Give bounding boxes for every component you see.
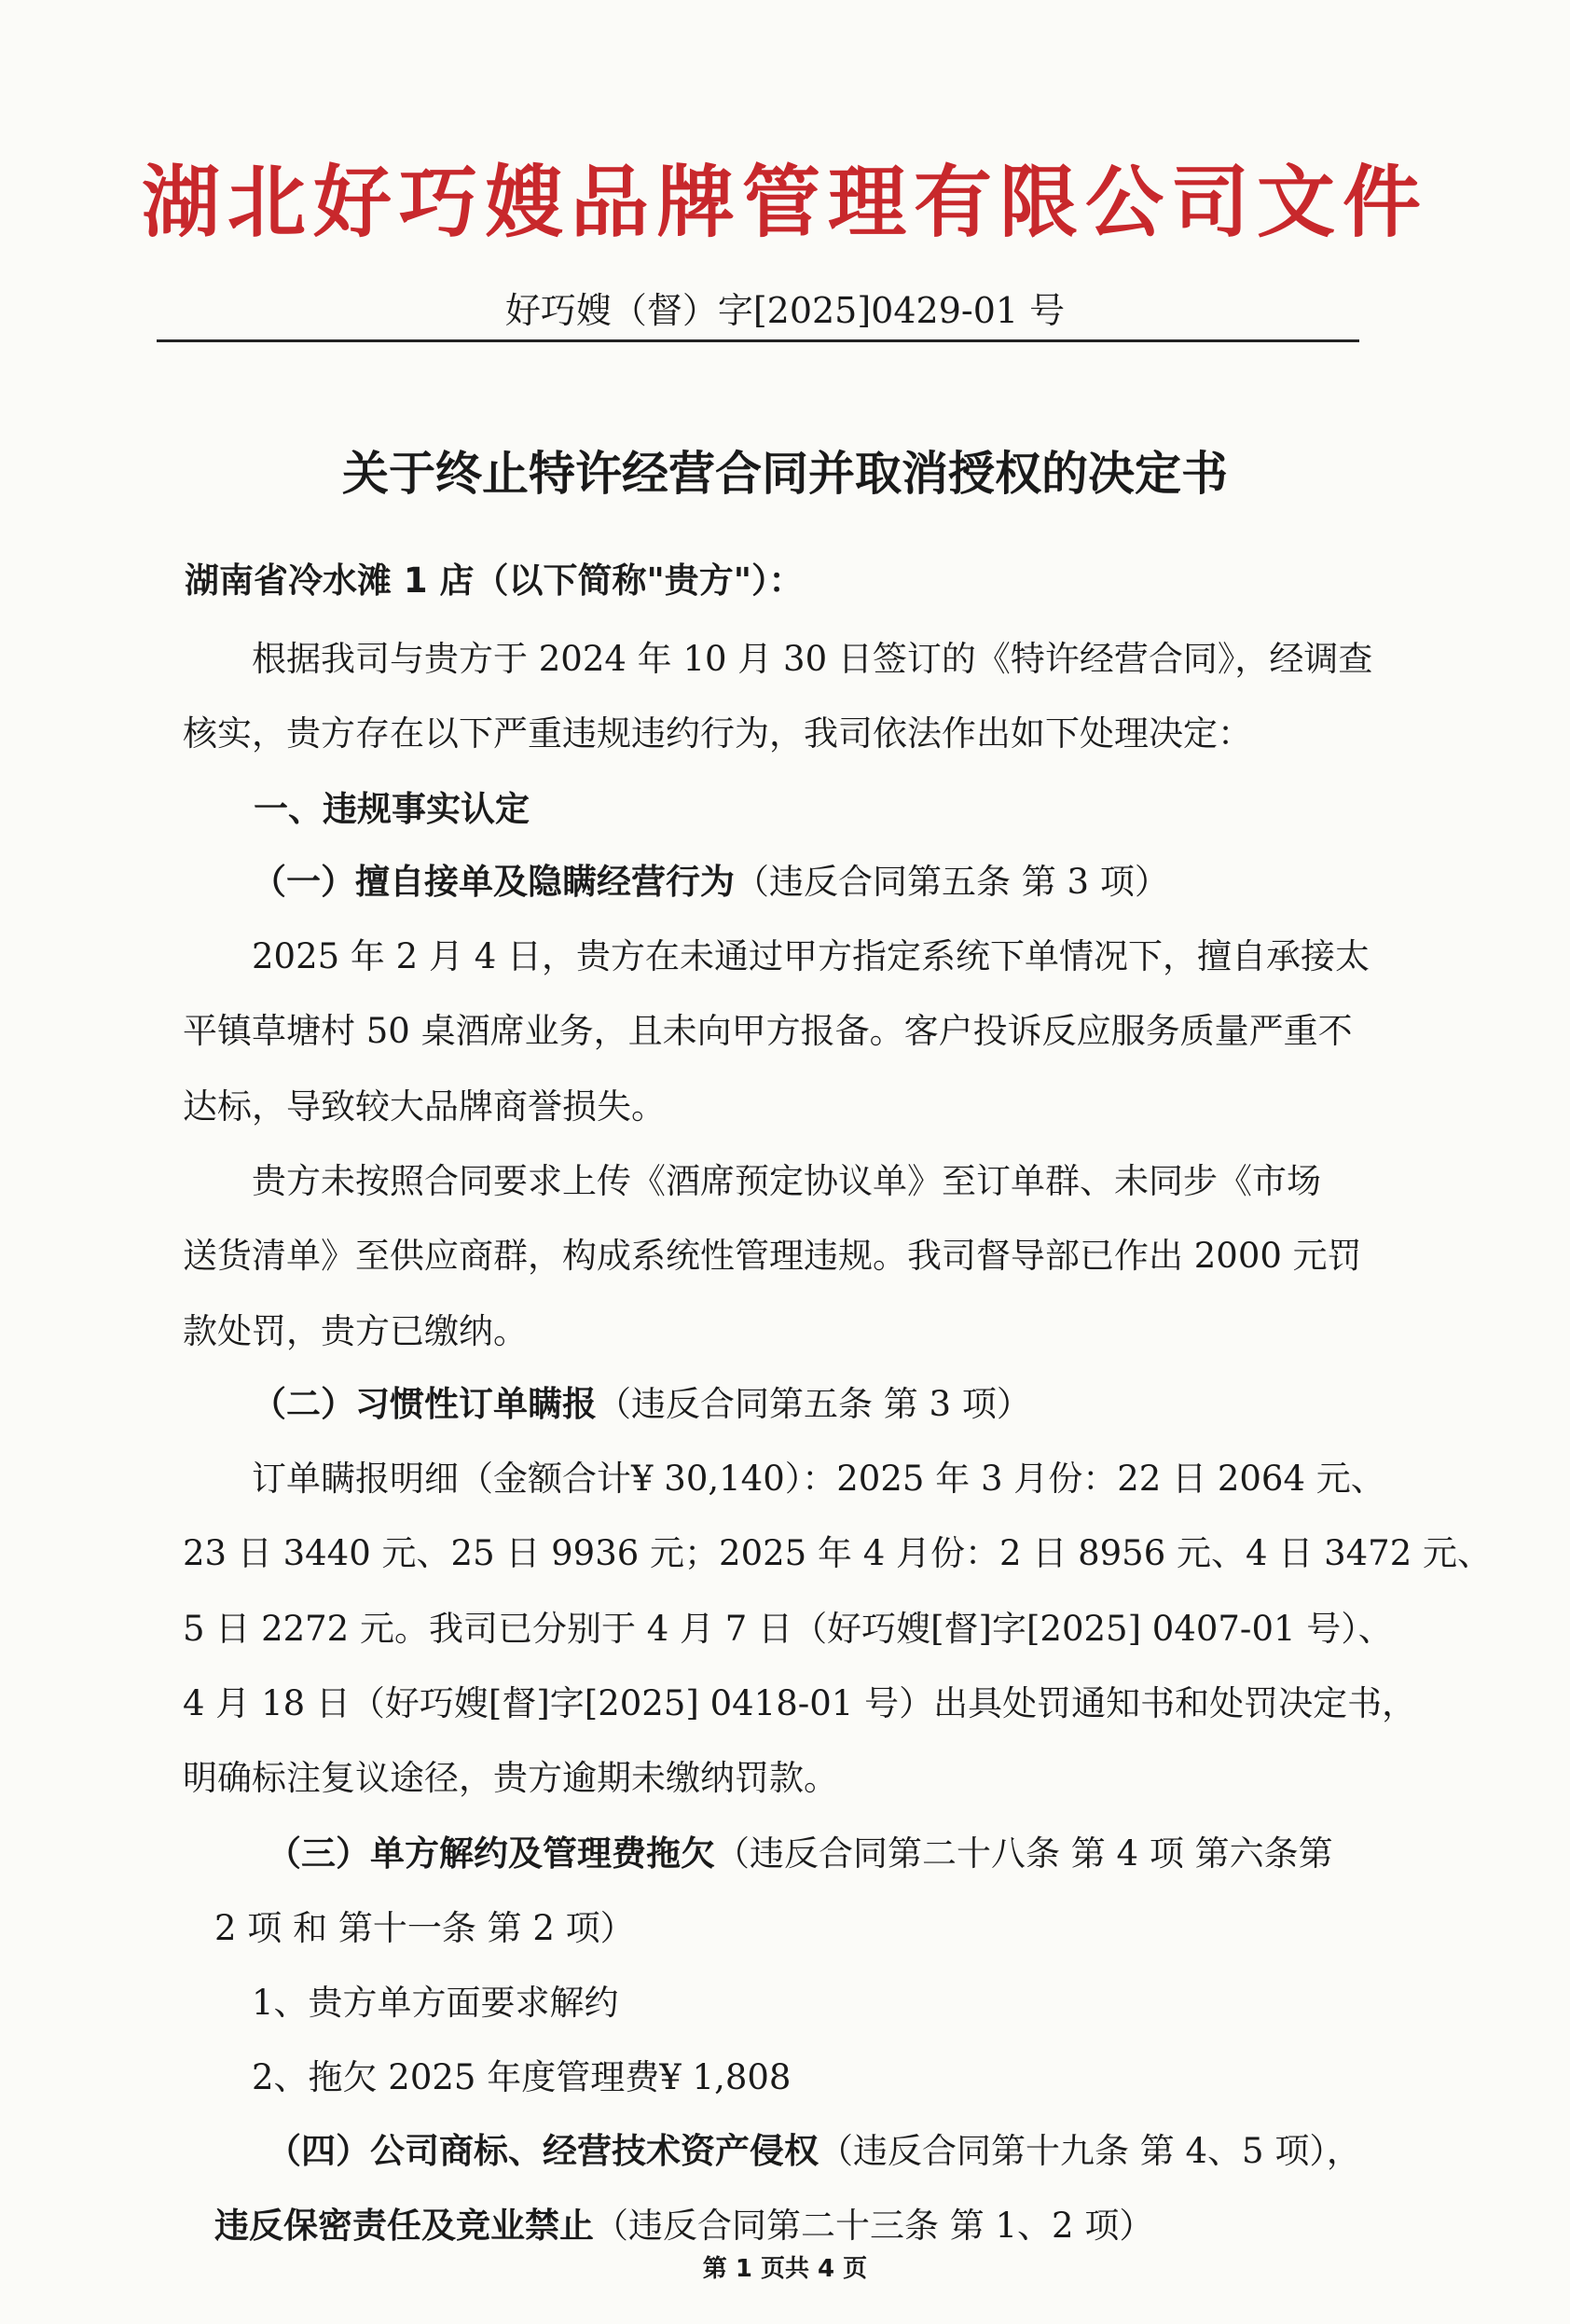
body-line bbox=[214, 2197, 1153, 2248]
text-run: 明确标注复议途径，贵方逾期未缴纳罚款。 bbox=[183, 1758, 838, 1798]
body-line bbox=[252, 1153, 1321, 1203]
text-run: 2025 年 2 月 4 日，贵方在未通过甲方指定系统下单情况下，擅自承接太 bbox=[252, 936, 1370, 976]
text-run: 贵方未按照合同要求上传《酒席预定协议单》至订单群、未同步《市场 bbox=[252, 1161, 1321, 1201]
text-run: 4 月 18 日（好巧嫂[督]字[2025] 0418-01 号）出具处罚通知书和处罚决定书， bbox=[183, 1683, 1417, 1723]
text-run: 根据我司与贵方于 2024 年 10 月 30 日签订的《特许经营合同》，经调查 bbox=[252, 639, 1373, 679]
body-line bbox=[183, 1675, 1416, 1725]
body-line bbox=[183, 1003, 1353, 1053]
text-run: 达标，导致较大品牌商誉损失。 bbox=[183, 1086, 666, 1127]
text-run: 2、拖欠 2025 年度管理费¥ 1,808 bbox=[252, 2057, 792, 2097]
text-run: 送货清单》至供应商群，构成系统性管理违规。我司督导部已作出 2000 元罚 bbox=[183, 1236, 1362, 1276]
bold-run: 一、违规事实认定 bbox=[254, 789, 530, 829]
text-run: 款处罚，贵方已缴纳。 bbox=[183, 1311, 528, 1351]
text-run: 5 日 2272 元。我司已分别于 4 月 7 日（好巧嫂[督]字[2025] 0407-01 号）、 bbox=[183, 1609, 1393, 1649]
text-run: （违反合同第五条 第 3 项） bbox=[597, 1384, 1031, 1424]
text-run: （违反合同第五条 第 3 项） bbox=[735, 862, 1169, 902]
bold-run: 违反保密责任及竞业禁止 bbox=[214, 2206, 594, 2246]
text-run: （违反合同第二十八条 第 4 项 第六条第 bbox=[715, 1833, 1333, 1874]
body-line bbox=[252, 1376, 1031, 1426]
bold-run: （四）公司商标、经营技术资产侵权 bbox=[267, 2131, 819, 2171]
text-run: 核实，贵方存在以下严重违规违约行为，我司依法作出如下处理决定： bbox=[183, 713, 1252, 754]
body-line bbox=[254, 781, 530, 831]
body-line bbox=[183, 1525, 1492, 1575]
body-line bbox=[267, 1825, 1333, 1875]
body-line bbox=[252, 853, 1169, 904]
body-line bbox=[267, 2123, 1361, 2173]
text-run: 平镇草塘村 50 桌酒席业务，且未向甲方报备。客户投诉反应服务质量严重不 bbox=[183, 1011, 1353, 1051]
text-run: 订单瞒报明细（金额合计¥ 30,140）：2025 年 3 月份：22 日 2064 元、 bbox=[252, 1459, 1385, 1499]
bold-run: （一）擅自接单及隐瞒经营行为 bbox=[252, 862, 735, 902]
bold-run: （二）习惯性订单瞒报 bbox=[252, 1384, 597, 1424]
org-masthead: 湖北好巧嫂品牌管理有限公司文件 bbox=[141, 157, 1428, 248]
body-line bbox=[252, 630, 1372, 681]
text-run: 23 日 3440 元、25 日 9936 元；2025 年 4 月份：2 日 8956 元、4 日 3472 元、 bbox=[183, 1533, 1493, 1573]
text-run: （违反合同第二十三条 第 1、2 项） bbox=[594, 2206, 1154, 2246]
page-footer: 第 1 页共 4 页 bbox=[702, 2255, 868, 2283]
body-line bbox=[183, 705, 1252, 755]
document-title: 关于终止特许经营合同并取消授权的决定书 bbox=[342, 447, 1228, 501]
body-line bbox=[214, 1900, 635, 1950]
body-line bbox=[183, 1078, 666, 1128]
header-divider bbox=[157, 339, 1359, 342]
text-run: 2 项 和 第十一条 第 2 项） bbox=[214, 1908, 635, 1948]
body-line bbox=[183, 1750, 838, 1800]
body-line bbox=[252, 2049, 791, 2099]
body-line bbox=[183, 1303, 528, 1353]
body-line bbox=[252, 928, 1370, 978]
document-number: 好巧嫂（督）字[2025]0429-01 号 bbox=[504, 290, 1066, 331]
body-line bbox=[183, 1227, 1362, 1278]
bold-run: （三）单方解约及管理费拖欠 bbox=[267, 1833, 715, 1874]
text-run: 1、贵方单方面要求解约 bbox=[252, 1983, 619, 2023]
body-line bbox=[183, 1600, 1393, 1651]
body-line bbox=[252, 1974, 619, 2025]
addressee: 湖南省冷水滩 1 店（以下简称"贵方"）： bbox=[185, 560, 804, 601]
text-run: （违反合同第十九条 第 4、5 项）， bbox=[819, 2131, 1361, 2171]
body-line bbox=[252, 1450, 1385, 1501]
